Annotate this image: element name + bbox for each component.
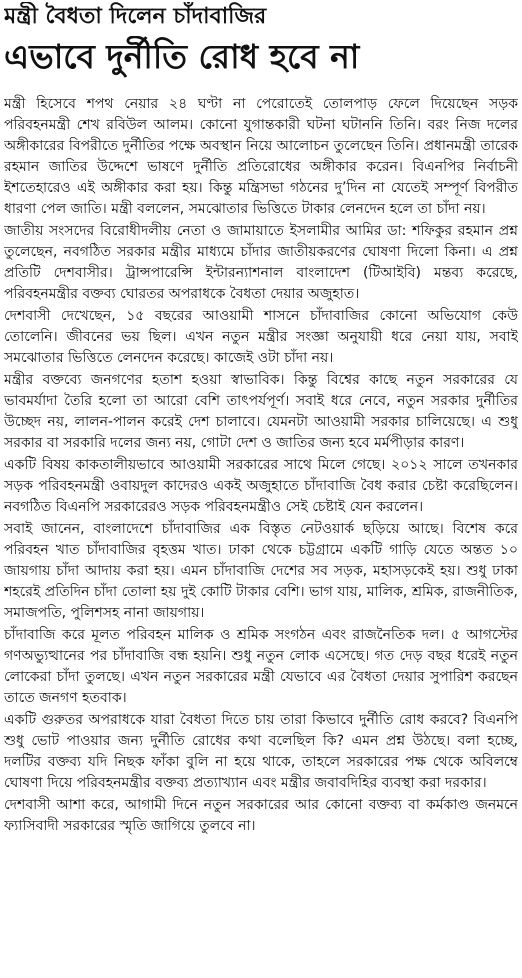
article-paragraph: মন্ত্রী হিসেবে শপথ নেয়ার ২৪ ঘণ্টা না পেরোতেই তোলপাড় ফেলে দিয়েছেন সড়ক পরিবহনমন্ত্রী শেখ রবিউল আলম। কোনো যুগান্তকারী ঘটনা ঘটাননি তিনি। বরং নিজ দলের অঙ্গীকারের বিপরীতে দুর্নীতির পক্ষে অবস্থান নিয়ে আলোচন তুলেছেন তিনি। প্রধানমন্ত্রী তারেক রহমান জাতির উদ্দেশে ভাষণে দুর্নীতি প্রতিরোধের অঙ্গীকার করেন। বিএনপির নির্বাচনী ইশতেহারেও এই অঙ্গীকার করা হয়। কিন্তু মন্ত্রিসভা গঠনের দু’দিন না যেতেই সম্পূর্ণ বিপরীত ধারণা পেল জাতি। মন্ত্রী বললেন, সমঝোতার ভিত্তিতে টাকার লেনদেন হলে তা চাঁদা নয়।: [4, 96, 518, 217]
article-paragraph: মন্ত্রীর বক্তব্যে জনগণের হতাশ হওয়া স্বাভাবিক। কিন্তু বিশ্বের কাছে নতুন সরকারের যে ভাবমর্যাদা তৈরি হলো তা আরো বেশি তাৎপর্যপূর্ণ। সবাই ধরে নেবে, নতুন সরকার দুর্নীতির উচ্ছেদ নয়, লালন-পালন করেই দেশ চালাবে। যেমনটা আওয়ামী সরকার চালিয়েছে। এ শুধু সরকার বা সরকারি দলের জন্য নয়, গোটা দেশ ও জাতির জন্য হবে মর্মপীড়ার কারণ।: [4, 372, 518, 451]
article-paragraph: দেশবাসী দেখেছেন, ১৫ বছরের আওয়ামী শাসনে চাঁদাবাজির কোনো অভিযোগ কেউ তোলেনি। জীবনের ভয় ছিল। এখন নতুন মন্ত্রীর সংজ্ঞা অনুযায়ী ধরে নেয়া যায়, সবাই সমঝোতার ভিত্তিতে লেনদেন করেছে। কাজেই ওটা চাঁদা নয়।: [4, 308, 518, 366]
article-body: [4, 94, 518, 974]
article-paragraph: একটি গুরুতর অপরাধকে যারা বৈধতা দিতে চায় তারা কিভাবে দুর্নীতি রোধ করবে? বিএনপি শুধু ভোট পাওয়ার জন্য দুর্নীতি রোধের কথা বলেছিল কি? এমন প্রশ্ন উঠছে। বলা হচ্ছে, দলটির বক্তব্য যদি নিছক ফাঁকা বুলি না হয়ে থাকে, তাহলে সরকারের পক্ষ থেকে অবিলম্বে ঘোষণা দিয়ে পরিবহনমন্ত্রীর বক্তব্য প্রত্যাখ্যান এবং মন্ত্রীর জবাবদিহির ব্যবস্থা করা দরকার।: [4, 712, 518, 791]
article-paragraph: জাতীয় সংসদের বিরোধীদলীয় নেতা ও জামায়াতে ইসলামীর আমির ডা: শফিকুর রহমান প্রশ্ন তুলেছেন, নবগঠিত সরকার মন্ত্রীর মাধ্যমে চাঁদার জাতীয়করণের ঘোষণা দিলো কিনা। এ প্রশ্ন প্রতিটি দেশবাসীর। ট্রান্সপারেন্সি ইন্টারন্যাশনাল বাংলাদেশ (টিআইবি) মন্তব্য করেছে, পরিবহনমন্ত্রীর বক্তব্য ঘোরতর অপরাধকে বৈধতা দেয়ার অজুহাত।: [4, 223, 518, 302]
article-kicker: মন্ত্রী বৈধতা দিলেন চাঁদাবাজির: [4, 4, 267, 29]
article-paragraph: সবাই জানেন, বাংলাদেশে চাঁদাবাজির এক বিস্তৃত নেটওয়ার্ক ছড়িয়ে আছে। বিশেষ করে পরিবহন খাত চাঁদাবাজির বৃহত্তম খাত। ঢাকা থেকে চট্টগ্রামে একটি গাড়ি যেতে অন্তত ১০ জায়গায় চাঁদা আদায় করা হয়। এমন চাঁদাবাজি দেশের সব সড়ক, মহাসড়কেই হয়। শুধু ঢাকা শহরেই প্রতিদিন চাঁদা তোলা হয় দুই কোটি টাকার বেশি। ভাগ যায়, মালিক, শ্রমিক, রাজনীতিক, সমাজপতি, পুলিশসহ নানা জায়গায়।: [4, 521, 518, 621]
article-headline: এভাবে দুর্নীতি রোধ হবে না: [4, 37, 360, 76]
article-paragraph: দেশবাসী আশা করে, আগামী দিনে নতুন সরকারের আর কোনো বক্তব্য বা কর্মকাণ্ড জনমনে ফ্যাসিবাদী সরকারের স্মৃতি জাগিয়ে তুলবে না।: [4, 797, 518, 834]
article-paragraph: একটি বিষয় কাকতালীয়ভাবে আওয়ামী সরকারের সাথে মিলে গেছে। ২০১২ সালে তখনকার সড়ক পরিবহনমন্ত্রী ওবায়দুল কাদেরও একই অজুহাতে চাঁদাবাজি বৈধ করার চেষ্টা করেছিলেন। নবগঠিত বিএনপি সরকারেরও সড়ক পরিবহনমন্ত্রীও সেই চেষ্টাই যেন করলেন।: [4, 457, 518, 515]
article-paragraph: চাঁদাবাজি করে মূলত পরিবহন মালিক ও শ্রমিক সংগঠন এবং রাজনৈতিক দল। ৫ আগস্টের গণঅভ্যুত্থানের পর চাঁদাবাজি বন্ধ হয়নি। শুধু নতুন লোক এসেছে। গত দেড় বছর ধরেই নতুন লোকেরা চাঁদা তুলছে। এখন নতুন সরকারের মন্ত্রী যেভাবে এর বৈধতা দেয়ার সুপারিশ করছেন তাতে জনগণ হতবাক।: [4, 627, 518, 706]
